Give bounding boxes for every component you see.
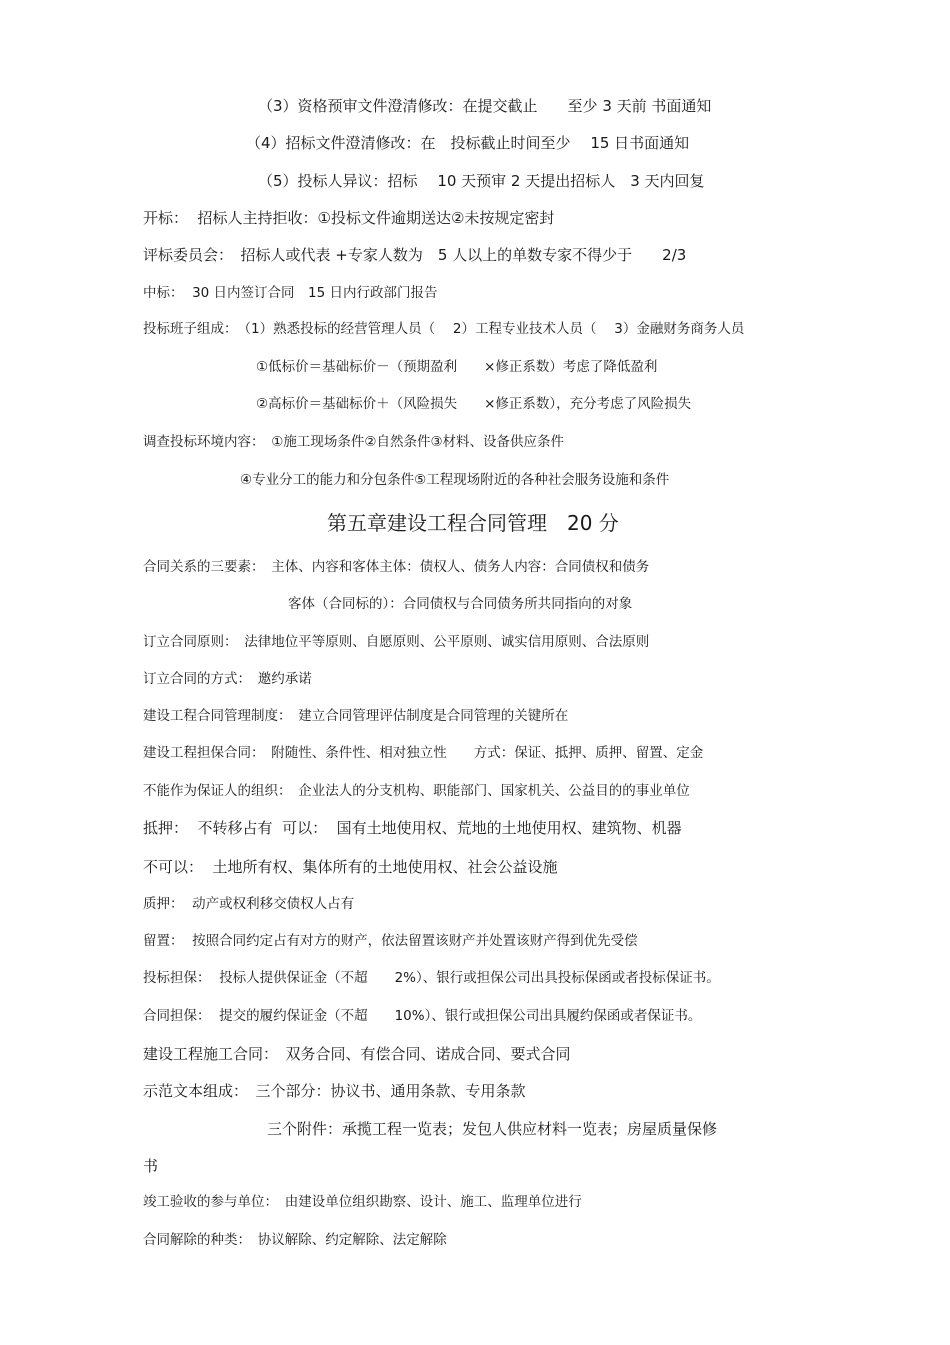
text-line: 留置： 按照合同约定占有对方的财产，依法留置该财产并处置该财产得到优先受偿 bbox=[143, 933, 638, 949]
text-line: 质押： 动产或权利移交债权人占有 bbox=[143, 896, 355, 912]
text-line: ②高标价＝基础标价＋（风险损失 ×修正系数），充分考虑了风险损失 bbox=[256, 396, 692, 412]
text-line: 竣工验收的参与单位： 由建设单位组织勘察、设计、施工、监理单位进行 bbox=[143, 1194, 582, 1210]
text-line: 评标委员会： 招标人或代表 +专家人数为 5 人以上的单数专家不得少于 2/3 bbox=[143, 246, 687, 264]
text-line: 不能作为保证人的组织： 企业法人的分支机构、职能部门、国家机关、公益目的的事业单位 bbox=[143, 783, 690, 799]
text-line: 建设工程施工合同： 双务合同、有偿合同、诺成合同、要式合同 bbox=[143, 1045, 571, 1063]
text-line: 抵押： 不转移占有 可以： 国有土地使用权、荒地的土地使用权、建筑物、机器 bbox=[143, 819, 682, 837]
text-line: 订立合同的方式： 邀约承诺 bbox=[143, 671, 312, 687]
text-line: 建设工程合同管理制度： 建立合同管理评估制度是合同管理的关键所在 bbox=[143, 708, 569, 724]
text-line: （3）资格预审文件澄清修改：在提交截止 至少 3 天前 书面通知 bbox=[258, 97, 712, 115]
text-line: 三个附件：承揽工程一览表；发包人供应材料一览表；房屋质量保修 bbox=[267, 1120, 718, 1138]
chapter-heading: 第五章建设工程合同管理 20 分 bbox=[327, 511, 619, 535]
text-line: 合同担保： 提交的履约保证金（不超 10%）、银行或担保公司出具履约保函或者保证书。 bbox=[143, 1008, 702, 1024]
text-line: 建设工程担保合同： 附随性、条件性、相对独立性 方式：保证、抵押、质押、留置、定金 bbox=[143, 745, 704, 761]
text-line: 客体（合同标的）：合同债权与合同债务所共同指向的对象 bbox=[288, 596, 633, 612]
text-line: 订立合同原则： 法律地位平等原则、自愿原则、公平原则、诚实信用原则、合法原则 bbox=[143, 634, 650, 650]
text-line: ④专业分工的能力和分包条件⑤工程现场附近的各种社会服务设施和条件 bbox=[240, 472, 670, 488]
text-line: 中标： 30 日内签订合同 15 日内行政部门报告 bbox=[143, 285, 438, 301]
text-line: （5）投标人异议：招标 10 天预审 2 天提出招标人 3 天内回复 bbox=[258, 172, 705, 190]
text-line: 开标： 招标人主持拒收：①投标文件逾期送达②未按规定密封 bbox=[143, 209, 555, 227]
text-line: ①低标价＝基础标价－（预期盈利 ×修正系数）考虑了降低盈利 bbox=[256, 359, 658, 375]
text-line: 书 bbox=[143, 1157, 159, 1175]
text-line: 合同解除的种类： 协议解除、约定解除、法定解除 bbox=[143, 1232, 447, 1248]
text-line: 调查投标环境内容： ①施工现场条件②自然条件③材料、设备供应条件 bbox=[143, 434, 565, 450]
text-line: 示范文本组成： 三个部分：协议书、通用条款、专用条款 bbox=[143, 1082, 526, 1100]
text-line: 投标担保： 投标人提供保证金（不超 2%）、银行或担保公司出具投标保函或者投标保证书。 bbox=[143, 970, 720, 986]
text-line: 合同关系的三要素： 主体、内容和客体主体：债权人、债务人内容：合同债权和债务 bbox=[143, 559, 650, 575]
text-line: 投标班子组成： （1）熟悉投标的经营管理人员（ 2）工程专业技术人员（ 3）金融财务商务人员 bbox=[143, 321, 745, 337]
text-line: （4）招标文件澄清修改：在 投标截止时间至少 15 日书面通知 bbox=[246, 134, 690, 152]
text-line: 不可以： 土地所有权、集体所有的土地使用权、社会公益设施 bbox=[143, 858, 558, 876]
